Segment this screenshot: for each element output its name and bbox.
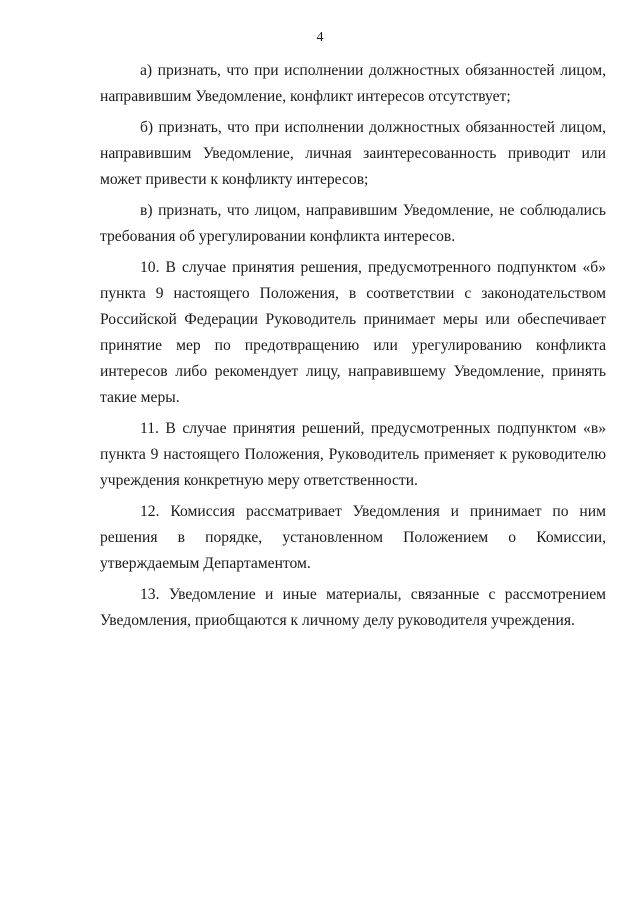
page-number: 4: [316, 30, 324, 45]
paragraph-item-13: 13. Уведомление и иные материалы, связанные с рассмотрением Уведомления, приобщаются к личному делу руководителя учреждения.: [100, 586, 606, 629]
document-body: [100, 58, 606, 634]
paragraph-decision-b: б) признать, что при исполнении должностных обязанностей лицом, направившим Уведомление, личная заинтересованность приводит или может привести к конфликту интересов;: [100, 119, 606, 188]
paragraph-item-12: 12. Комиссия рассматривает Уведомления и принимает по ним решения в порядке, установленном Положением о Комиссии, утверждаемым Департаментом.: [100, 503, 606, 572]
paragraph-item-10: 10. В случае принятия решения, предусмотренного подпунктом «б» пункта 9 настоящего Положения, в соответствии с законодательством Российской Федерации Руководитель принимает меры или обеспечивает принятие мер по предотвращению или урегулированию конфликта интересов либо рекомендует лицу, направившему Уведомление, принять такие меры.: [100, 259, 606, 406]
paragraph-item-11: 11. В случае принятия решений, предусмотренных подпунктом «в» пункта 9 настоящего Положения, Руководитель применяет к руководителю учреждения конкретную меру ответственности.: [100, 420, 606, 489]
paragraph-decision-c: в) признать, что лицом, направившим Уведомление, не соблюдались требования об урегулировании конфликта интересов.: [100, 202, 606, 245]
paragraph-decision-a: а) признать, что при исполнении должностных обязанностей лицом, направившим Уведомление, конфликт интересов отсутствует;: [100, 62, 606, 105]
